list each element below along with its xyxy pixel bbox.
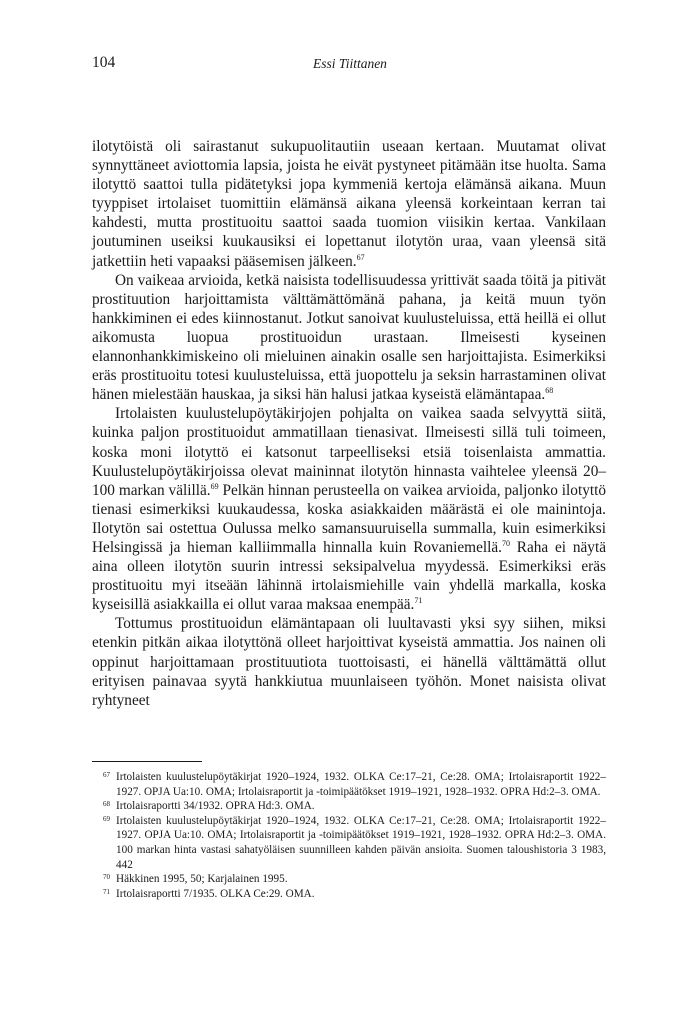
footnote [92,799,606,814]
running-head: Essi Tiittanen [313,56,387,71]
paragraph-text: Raha ei näytä aina olleen ilotytön suurin intressi seksipalvelua myydessä. Esimerkiksi eräs prostituoitu myi itseään lähinnä irtolaismiehille vain yhdellä markalla, koska kyseisillä asiakkailla ei ollut varaa maksaa enempää. [92,538,606,614]
footnote-reference: 68 [545,386,554,396]
paragraph-text: Pelkän hinnan perusteella on vaikea arvioida, paljonko ilotyttö tienasi esimerkiksi kuukaudessa, koska asiakkaiden määrästä ei ole mainintoja. Ilotytön sai ostettua Oulussa melko samansuuruisella summalla, kuin esimerkiksi Helsingissä ja hieman kalliimmalla hinnalla kuin Rovaniemellä. [92,481,607,556]
footnote-text: Irtolaisten kuulustelupöytäkirjat 1920–1924, 1932. OLKA Ce:17–21, Ce:28. OMA; Irtolaisraportit 1922–1927. OPJA Ua:10. OMA; Irtolaisraportit ja -toimipäätökset 1919–1921, 1928–1932. OPRA Hd:2–3. OMA. 100 markan hinta vastasi sahatyöläisen suunnilleen kahden päivän ansioita. Suomen taloushistoria 3 1983, 442 [116,814,606,871]
footnote-text: Irtolaisten kuulustelupöytäkirjat 1920–1924, 1932. OLKA Ce:17–21, Ce:28. OMA; Irtolaisraportit 1922–1927. OPJA Ua:10. OMA; Irtolaisraportit ja -toimipäätökset 1919–1921, 1928–1932. OPRA Hd:2–3. OMA. [116,771,606,798]
paragraph [92,614,606,709]
footnote-number: 70 [103,873,110,882]
footnote-reference: 67 [356,252,365,262]
footnote-reference: 70 [501,538,510,548]
footnote-reference: 71 [414,596,423,606]
footnote-text: Irtolaisraportti 7/1935. OLKA Ce:29. OMA. [116,887,315,900]
footnote [92,872,606,887]
footnote-number: 71 [103,887,110,896]
footnote-text: Irtolaisraportti 34/1932. OPRA Hd:3. OMA. [116,800,315,813]
paragraph-text: On vaikeaa arvioida, ketkä naisista todellisuudessa yrittivät saada töitä ja pitivät prostituution harjoittamista välttämättömänä pahana, ja keitä muun työn hankkiminen ei edes kiinnostanut. Jotkut sanoivat kuulusteluissa, että heillä ei ollut aikomusta luopua prostituoidun urastaan. Ilmeisesti kyseinen elannonhankkimiskeino oli mieluinen ainakin osalle sen harjoittajista. Esimerkiksi eräs prostituoitu totesi kuulusteluissa, että juopottelu ja seksin harrastaminen olivat hänen mielestään hauskaa, ja siksi hän halusi jatkaa kyseistä elämäntapaa. [92,271,606,404]
footnote-divider [92,761,202,762]
page-number: 104 [92,54,116,71]
footnote [92,770,606,799]
footnote-number: 69 [103,814,110,823]
footnote [92,887,606,902]
footnote-text: Häkkinen 1995, 50; Karjalainen 1995. [116,873,288,886]
paragraph-text: ilotytöistä oli sairastanut sukupuolitautiin useaan kertaan. Muutamat olivat synnyttäneet aviottomia lapsia, joista he eivät pystyneet pitämään itse huolta. Sama ilotyttö saattoi tulla pidätetyksi jopa kymmeniä kertoja elämänsä aikana. Muun tyyppiset irtolaiset tuomittiin elämänsä aikana yleensä korkeintaan kerran tai kahdesti, mutta prostituoitu saattoi saada tuomion viisikin kertaa. Vankilaan joutuminen useiksi kuukausiksi ei lopettanut ilotytön uraa, vaan yleensä sitä jatkettiin heti vapaaksi pääsemisen jälkeen. [92,138,606,270]
paragraph-text: Tottumus prostituoidun elämäntapaan oli luultavasti yksi syy siihen, miksi etenkin pitkän aikaa ilotyttönä olleet harjoittivat kyseistä ammattia. Jos nainen oli oppinut harjoittamaan prostituutiota tuottoisasti, ei hänellä välttämättä ollut erityisen painavaa syytä hankkiutua muunlaiseen työhön. Monet naisista olivat ryhtyneet [92,615,606,709]
paragraph [92,271,606,405]
footnote-reference: 69 [210,481,219,491]
paragraph [92,404,606,614]
paragraph [92,137,606,271]
body-text [92,137,606,710]
footnote-number: 68 [103,800,110,809]
footnote-number: 67 [103,771,110,779]
footnote [92,814,606,872]
paragraph-text: Irtolaisten kuulustelupöytäkirjojen pohjalta on vaikea saada selvyyttä siitä, kuinka paljon prostituoidut ammatillaan tienasivat. Ilmeisesti sillä tuli toimeen, koska moni ilotyttö ei katsonut tarpeelliseksi etsiä toisenlaista ammattia. Kuulustelupöytäkirjoissa olevat maininnat ilotytön hinnasta vaihtelee yleensä 20–100 markan välillä. [92,405,606,499]
footnotes [92,770,606,901]
